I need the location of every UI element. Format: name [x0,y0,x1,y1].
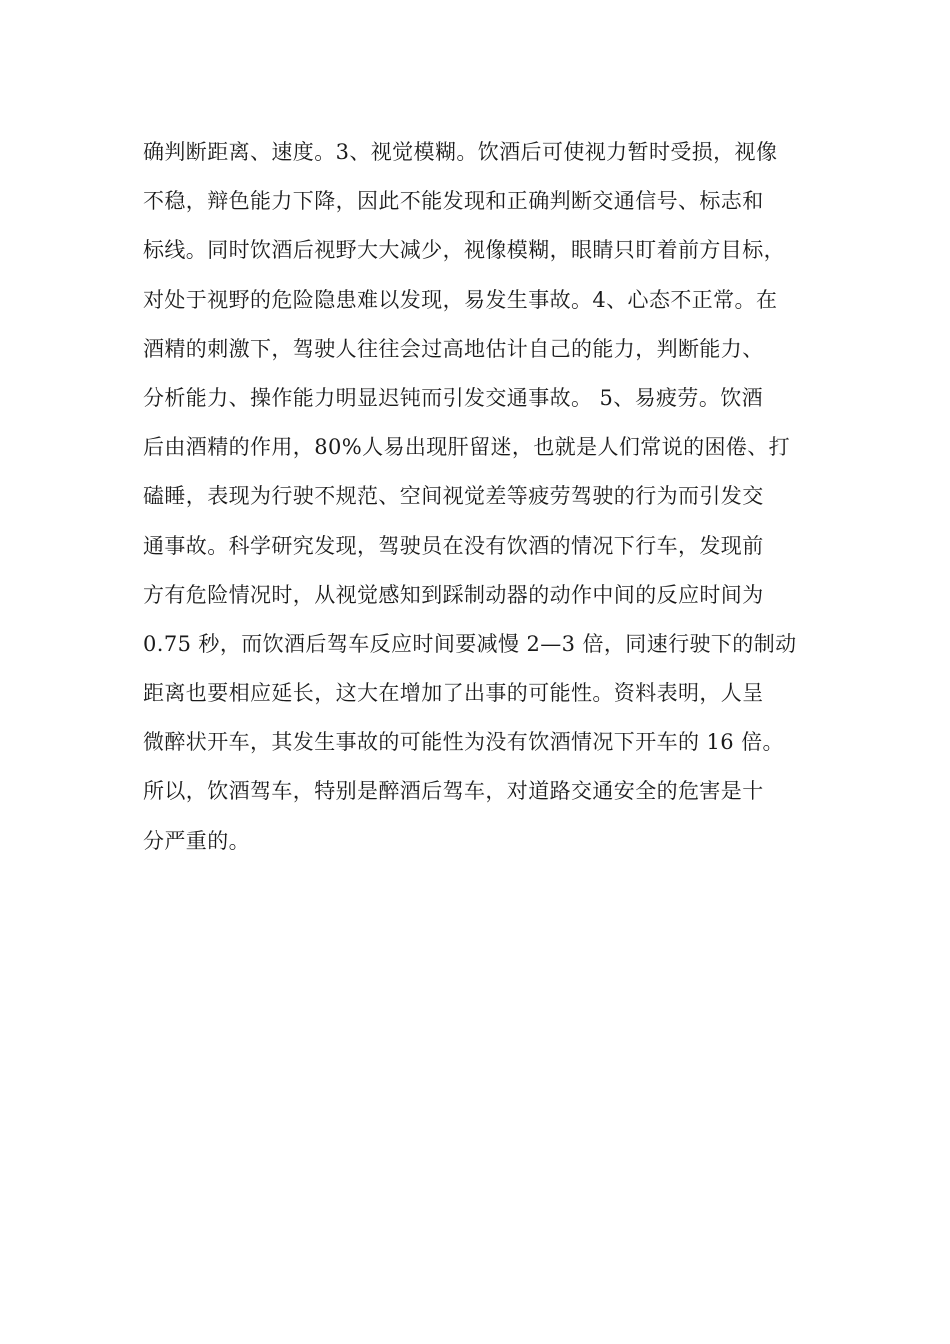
paragraph-line: 方有危险情况时，从视觉感知到踩制动器的动作中间的反应时间为 [143,582,764,607]
paragraph-line: 通事故。科学研究发现，驾驶员在没有饮酒的情况下行车，发现前 [143,533,764,558]
paragraph-line: 微醉状开车，其发生事故的可能性为没有饮酒情况下开车的 16 倍。 [143,730,784,755]
body-paragraph [143,132,823,870]
paragraph-line: 确判断距离、速度。3、视觉模糊。饮酒后可使视力暂时受损，视像 [143,140,778,164]
paragraph-line: 距离也要相应延长，这大在增加了出事的可能性。资料表明，人呈 [143,681,764,706]
paragraph-line: 分严重的。 [143,828,250,853]
paragraph-line: 不稳，辩色能力下降，因此不能发现和正确判断交通信号、标志和 [143,189,764,214]
paragraph-line: 所以，饮酒驾车，特别是醉酒后驾车，对道路交通安全的危害是十 [143,779,764,804]
paragraph-line: 0.75 秒，而饮酒后驾车反应时间要减慢 2—3 倍，同速行驶下的制动 [143,631,797,656]
paragraph-line: 标线。同时饮酒后视野大大减少，视像模糊，眼睛只盯着前方目标， [143,238,785,263]
paragraph-line: 分析能力、操作能力明显迟钝而引发交通事故。 5、易疲劳。饮酒 [143,385,764,410]
paragraph-line: 后由酒精的作用，80%人易出现肝留迷，也就是人们常说的困倦、打 [143,435,791,460]
paragraph-line: 酒精的刺激下，驾驶人往往会过高地估计自己的能力，判断能力、 [143,336,764,361]
paragraph-line: 对处于视野的危险隐患难以发现，易发生事故。4、心态不正常。在 [143,287,778,312]
paragraph-line: 磕睡，表现为行驶不规范、空间视觉差等疲劳驾驶的行为而引发交 [143,484,764,509]
